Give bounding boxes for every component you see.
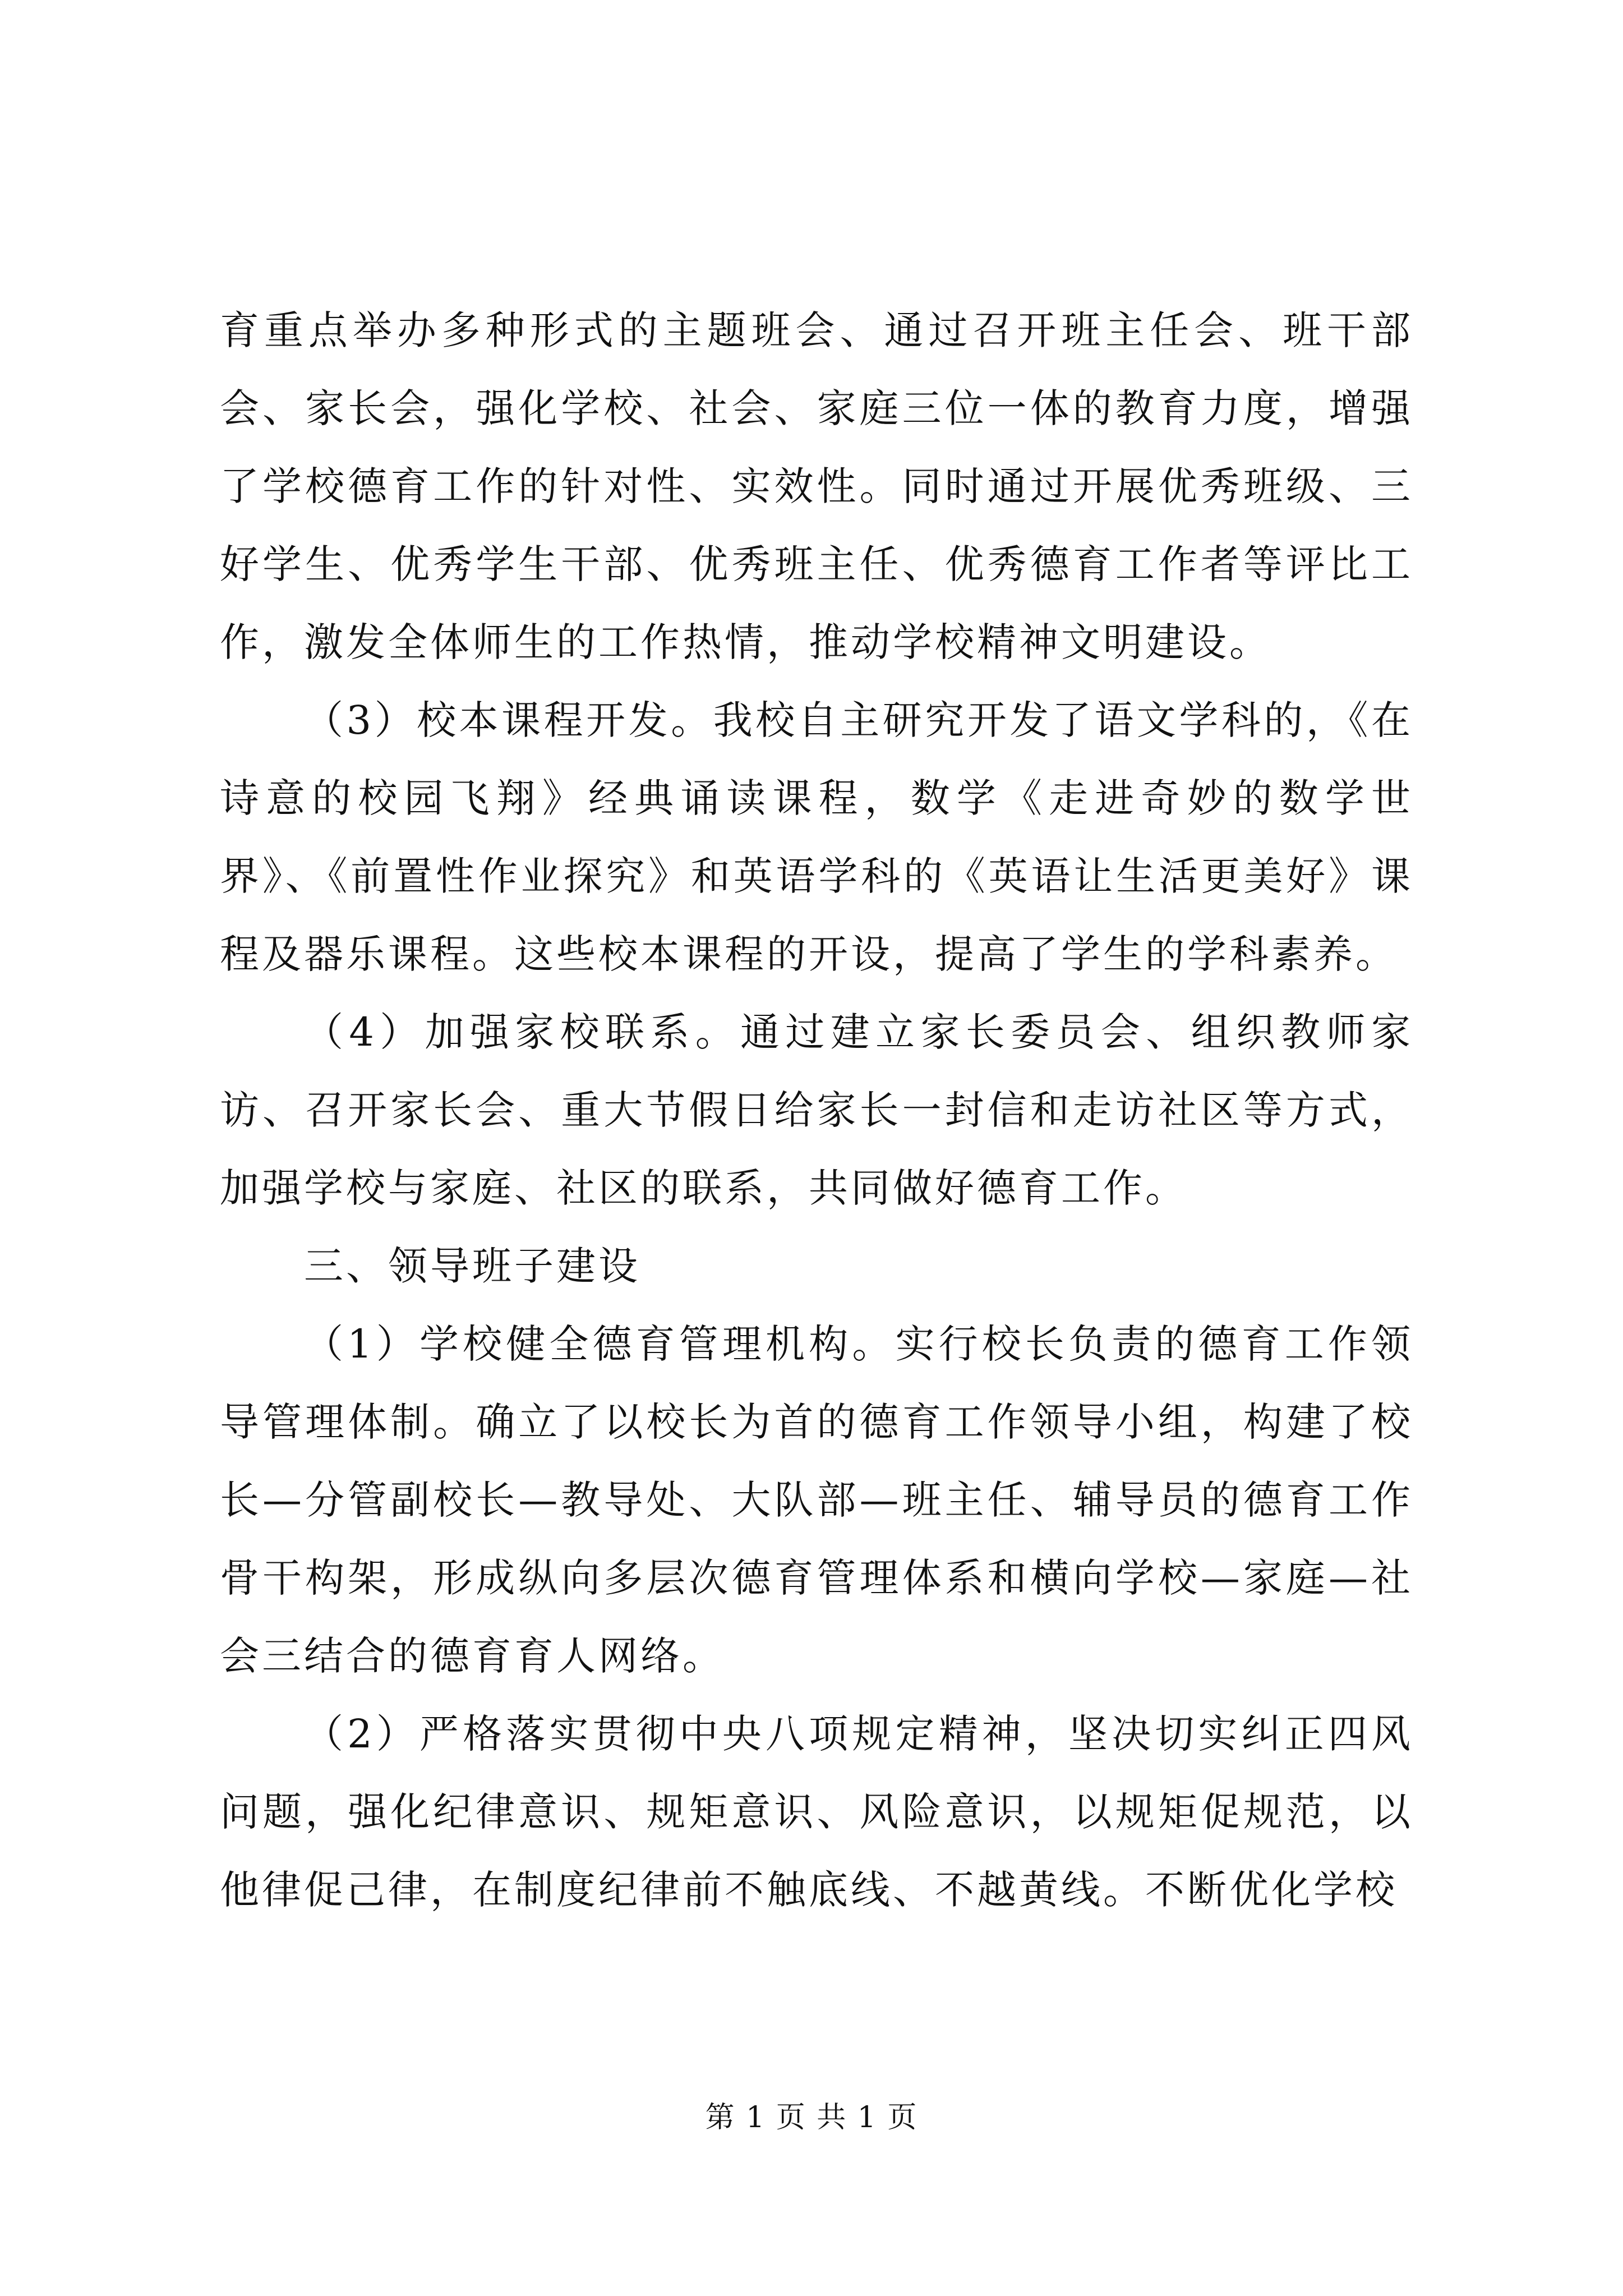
document-body [220,292,1413,1929]
paragraph-school-curriculum: （3）校本课程开发。我校自主研究开发了语文学科的，《在诗意的校园飞翔》经典诵读课程，数学《走进奇妙的数学世界》、《前置性作业探究》和英语学科的《英语让生活更美好》课程及器乐课程。这些校本课程的开设，提高了学生的学科素养。 [220,697,1413,977]
paragraph-management-structure: （1）学校健全德育管理机构。实行校长负责的德育工作领导管理体制。确立了以校长为首的德育工作领导小组，构建了校长—分管副校长—教导处、大队部—班主任、辅导员的德育工作骨干构架，形成纵向多层次德育管理体系和横向学校—家庭—社会三结合的德育育人网络。 [220,1321,1413,1679]
section-heading-leadership: 三、领导班子建设 [304,1243,640,1289]
paragraph-eight-regulations: （2）严格落实贯彻中央八项规定精神，坚决切实纠正四风问题，强化纪律意识、规矩意识、风险意识，以规矩促规范，以他律促己律，在制度纪律前不触底线、不越黄线。不断优化学校 [220,1711,1413,1913]
page-footer: 第 1 页 共 1 页 [705,2101,918,2134]
paragraph-home-school-contact: （4）加强家校联系。通过建立家长委员会、组织教师家访、召开家长会、重大节假日给家长一封信和走访社区等方式，加强学校与家庭、社区的联系，共同做好德育工作。 [220,1009,1413,1211]
paragraph-moral-education-activities: 育重点举办多种形式的主题班会、通过召开班主任会、班干部会、家长会，强化学校、社会、家庭三位一体的教育力度，增强了学校德育工作的针对性、实效性。同时通过开展优秀班级、三好学生、优秀学生干部、优秀班主任、优秀德育工作者等评比工作，激发全体师生的工作热情，推动学校精神文明建设。 [220,307,1413,665]
